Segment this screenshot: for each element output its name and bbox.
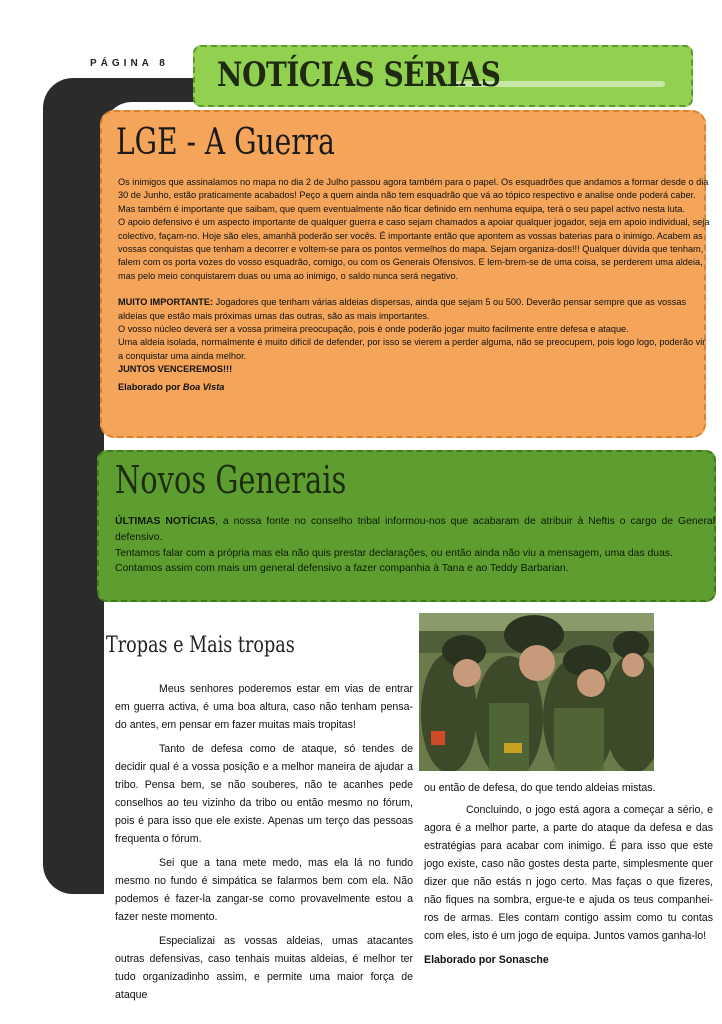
slogan: JUNTOS VENCEREMOS!!! [118,364,233,375]
paragraph: Sei que a tana mete medo, mas ela lá no fundo mesmo no fundo é simpática se falarmos bem com ela. Não podemos é fazer-la zangar-se como provavelmente estou a fazer neste momento. [115,857,413,923]
paragraph: ÚLTIMAS NOTÍCIAS, a nossa fonte no conselho tribal informou-nos que acabaram de atribuir à Neftis o cargo de General defensivo. [115,516,715,543]
article-title-tropas: Tropas e Mais tropas [106,633,295,658]
article-lge [100,110,710,438]
article-body [118,176,710,394]
soldiers-photo [419,613,654,771]
paragraph: Concluindo, o jogo está agora a começar a sério, e agora é a melhor parte, a parte do ataque da defesa e das estratégias para acabar com inimigo. É para isso que este jogo existe, caso não gostes desta parte, simplesmente quer dizer que não estás n jogo certo. Mas faças o que fizeres, não fiques na sombra, ergue-te e ajuda os teus companhei-ros de armas. Eles contam contigo assim como tu contas com eles, isto é um jogo de equipa. Juntos vamos ganha-lo! [424,804,713,942]
column-left [115,680,413,1010]
paragraph: Meus senhores poderemos estar em vias de entrar em guerra activa, é uma boa altura, caso não tenham pensa-do antes, em pensar em fazer muitas mais tropitas! [115,683,413,731]
paragraph: O apoio defensivo é um aspecto importante de qualquer guerra e caso sejam chamados a apoiar qualquer jogador, seja em apoio individual, seja colectivo, façam-no. Hoje são eles, amanhã poderão ser vocês. É importante então que apontem as vossas baterias para o inimigo. Acabem as vossas conquistas que tenham a decorrer e voltem-se para os pontos vermelhos do mapa. Sejam organiza-dos!!! Qualquer dúvida que tenham, falem com os porta vozes do vosso esquadrão, comigo, ou com os Generais Ofensivos. E lem-brem-se de uma coisa, se perderem uma aldeia, mas pelo meio conquistarem duas ou uma ao inimigo, o saldo nunca será negativo. [118,217,710,281]
paragraph: Tentamos falar com a própria mas ela não quis prestar declarações, ou então ainda não viu a mensagem, uma das duas. [115,547,673,559]
important-label: MUITO IMPORTANTE: [118,297,214,308]
column-right [424,779,713,969]
paragraph: Contamos assim com mais um general defensivo a fazer companhia à Tana e ao Teddy Barbarian. [115,563,569,575]
article-title: Novos Generais [115,458,347,502]
paragraph: ou então de defesa, do que tendo aldeias mistas. [424,782,656,794]
author-credit: Elaborado por Boa Vista [118,381,225,392]
article-title: LGE - A Guerra [116,122,335,163]
section-header [193,45,693,107]
paragraph: Tanto de defesa como de ataque, só tendes de decidir qual é a vossa posição e a melhor maneira de ajudar a tribo. Pensa bem, se não souberes, não te acanhes pede conselhos ao teu vizinho da tribo ou então mesmo no fórum, pois é para isso que ele existe. Apenas um terço das pessoas frequenta o fórum. [115,743,413,845]
author-credit: Elaborado por Sonasche [424,954,549,966]
paragraph: MUITO IMPORTANTE: Jogadores que tenham várias aldeias dispersas, ainda que sejam 5 ou 500. Deverão pensar sempre que as vossas aldeias que estão mais próximas umas das outras, são as mais importantes. [118,297,687,321]
news-label: ÚLTIMAS NOTÍCIAS [115,516,216,527]
article-generais [97,450,716,602]
paragraph: Os inimigos que assinalamos no mapa no dia 2 de Julho passou agora também para o papel. Os esquadrões que andamos a formar desde o dia 30 de Junho, estão praticamente acabados! Peço a quem ainda não tem esquadrão que vá ao tópico respectivo e analise onde poderá caber. Mas também é importante que saibam, que quem eventualmente não ficar definido em nenhuma equipa, terá o seu papel activo nesta luta. [118,177,709,214]
paragraph: Especializai as vossas aldeias, umas atacantes outras defensivas, caso tenhais muitas aldeias, é melhor ter tudo organizadinho assim, e permite uma maior força de ataque [115,935,413,1001]
article-body [115,514,715,577]
page-number: PÁGINA 8 [90,58,169,69]
section-title: NOTÍCIAS SÉRIAS [217,55,501,95]
paragraph: O vosso núcleo deverá ser a vossa primeira preocupação, pois é onde poderão jogar muito facilmente entre defesa e ataque. [118,324,629,335]
paragraph: Uma aldeia isolada, normalmente é muito difícil de defender, por isso se vierem a perder alguma, não se preocupem, pois logo logo, poderão vir a conquistar uma ainda melhor. [118,337,706,361]
